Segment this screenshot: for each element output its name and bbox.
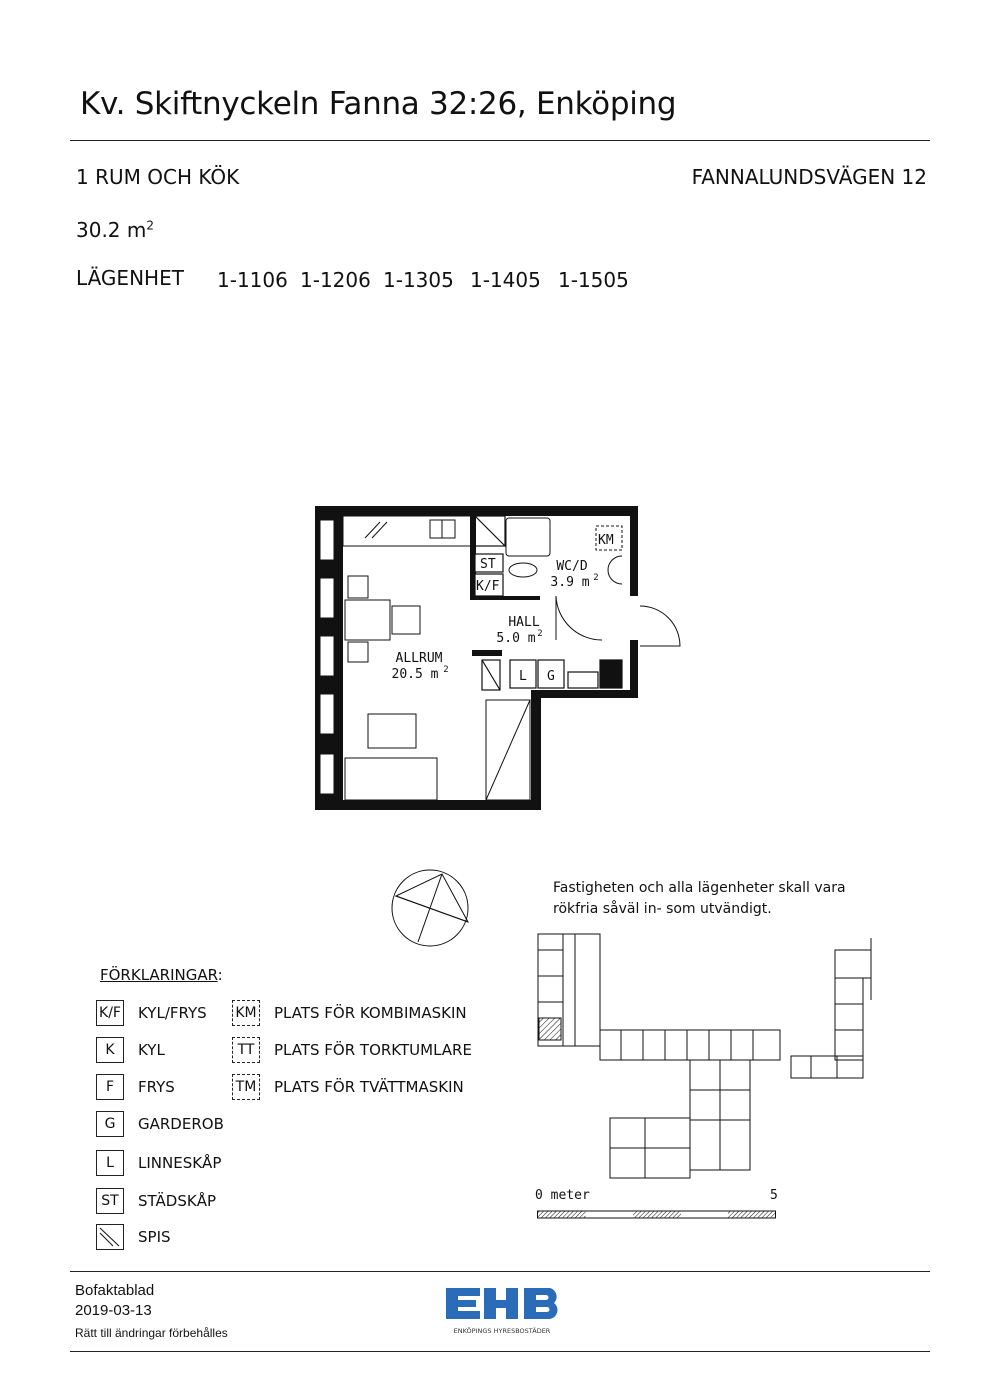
cabinet-kf-label: K/F	[476, 579, 500, 594]
legend-item	[96, 1222, 171, 1252]
walls	[315, 506, 638, 810]
legend-item	[96, 1035, 165, 1065]
room-allrum-area: 20.5 m	[391, 667, 439, 682]
room-allrum-sup: 2	[443, 665, 449, 675]
legend-item	[232, 1035, 472, 1065]
legend-code: TT	[232, 1037, 260, 1063]
legend-code: G	[96, 1111, 124, 1137]
disclaimer: Rätt till ändringar förbehålles	[75, 1326, 228, 1340]
legend-item	[232, 1072, 464, 1102]
site-plan	[535, 930, 885, 1190]
notice-line: Fastigheten och alla lägenheter skall vara	[553, 880, 846, 896]
unit-number: 1-1106	[217, 268, 288, 292]
legend-label: STÄDSKÅP	[138, 1192, 216, 1210]
legend-label: LINNESKÅP	[138, 1154, 222, 1172]
kitchen-counter	[343, 516, 471, 546]
room-wc-name: WC/D	[556, 559, 588, 574]
legend-item	[96, 1109, 224, 1139]
unit-list	[217, 268, 638, 292]
room-hall-area: 5.0 m	[496, 631, 536, 646]
legend-label: SPIS	[138, 1228, 171, 1246]
area-value: 30.2 m	[76, 218, 147, 242]
notice-line: rökfria såväl in- som utvändigt.	[553, 901, 772, 917]
legend-label: KYL	[138, 1041, 165, 1059]
legend-label: PLATS FÖR TORKTUMLARE	[274, 1041, 472, 1059]
scale-end-label: 5	[770, 1188, 778, 1203]
dining-table	[345, 576, 420, 662]
legend-item	[96, 1072, 175, 1102]
footer-divider-top	[70, 1271, 930, 1272]
apartment-type: 1 RUM OCH KÖK	[76, 165, 240, 189]
room-hall-sup: 2	[537, 629, 543, 639]
scale-bar	[537, 1208, 777, 1226]
legend-heading-text: FÖRKLARINGAR	[100, 966, 218, 984]
stove-icon	[96, 1224, 124, 1250]
area-superscript: 2	[146, 218, 155, 233]
fixture-g-label: G	[547, 669, 555, 684]
fixture-l-label: L	[519, 669, 527, 684]
logo-caption: ENKÖPINGS HYRESBOSTÄDER	[453, 1327, 551, 1335]
floor-plan	[300, 500, 700, 820]
legend-label: KYL/FRYS	[138, 1004, 207, 1022]
legend-label: PLATS FÖR TVÄTTMASKIN	[274, 1078, 464, 1096]
legend-item	[96, 1148, 221, 1178]
legend-code: ST	[96, 1188, 124, 1214]
legend-heading-suffix: :	[217, 966, 223, 984]
legend-code: TM	[232, 1074, 260, 1100]
footer-divider-bottom	[70, 1351, 930, 1352]
legend-code: K	[96, 1037, 124, 1063]
unit-number: 1-1505	[558, 268, 629, 292]
page-title: Kv. Skiftnyckeln Fanna 32:26, Enköping	[80, 86, 677, 122]
legend-label: FRYS	[138, 1078, 175, 1096]
legend-label: GARDEROB	[138, 1115, 224, 1133]
room-hall-name: HALL	[508, 615, 540, 630]
legend-label: PLATS FÖR KOMBIMASKIN	[274, 1004, 467, 1022]
address: FANNALUNDSVÄGEN 12	[691, 165, 927, 189]
apartment-area	[76, 218, 154, 242]
smoke-free-notice	[553, 878, 846, 920]
doc-type: Bofaktablad	[75, 1282, 155, 1299]
north-arrow-icon	[388, 866, 472, 950]
room-wc-sup: 2	[593, 573, 599, 583]
scale-start-label: 0 meter	[535, 1188, 590, 1203]
legend-code: F	[96, 1074, 124, 1100]
ehb-logo-icon	[440, 1280, 564, 1326]
unit-number: 1-1405	[470, 268, 541, 292]
unit-number: 1-1206	[300, 268, 371, 292]
legend-heading	[100, 966, 223, 984]
legend-item	[232, 998, 467, 1028]
unit-number: 1-1305	[383, 268, 454, 292]
header-divider	[70, 140, 930, 141]
room-allrum-name: ALLRUM	[395, 651, 443, 666]
fixture-km-label: KM	[598, 533, 614, 548]
room-wc-area: 3.9 m	[550, 575, 590, 590]
legend-item	[96, 998, 207, 1028]
legend-item	[96, 1186, 216, 1216]
doc-date: 2019-03-13	[75, 1302, 152, 1319]
cabinet-st-label: ST	[480, 557, 496, 572]
living-furniture	[345, 700, 530, 800]
units-label: LÄGENHET	[76, 266, 184, 290]
legend-code: K/F	[96, 1000, 124, 1026]
legend-code: L	[96, 1150, 124, 1176]
company-logo	[440, 1280, 564, 1335]
legend-code: KM	[232, 1000, 260, 1026]
stove	[475, 516, 505, 546]
